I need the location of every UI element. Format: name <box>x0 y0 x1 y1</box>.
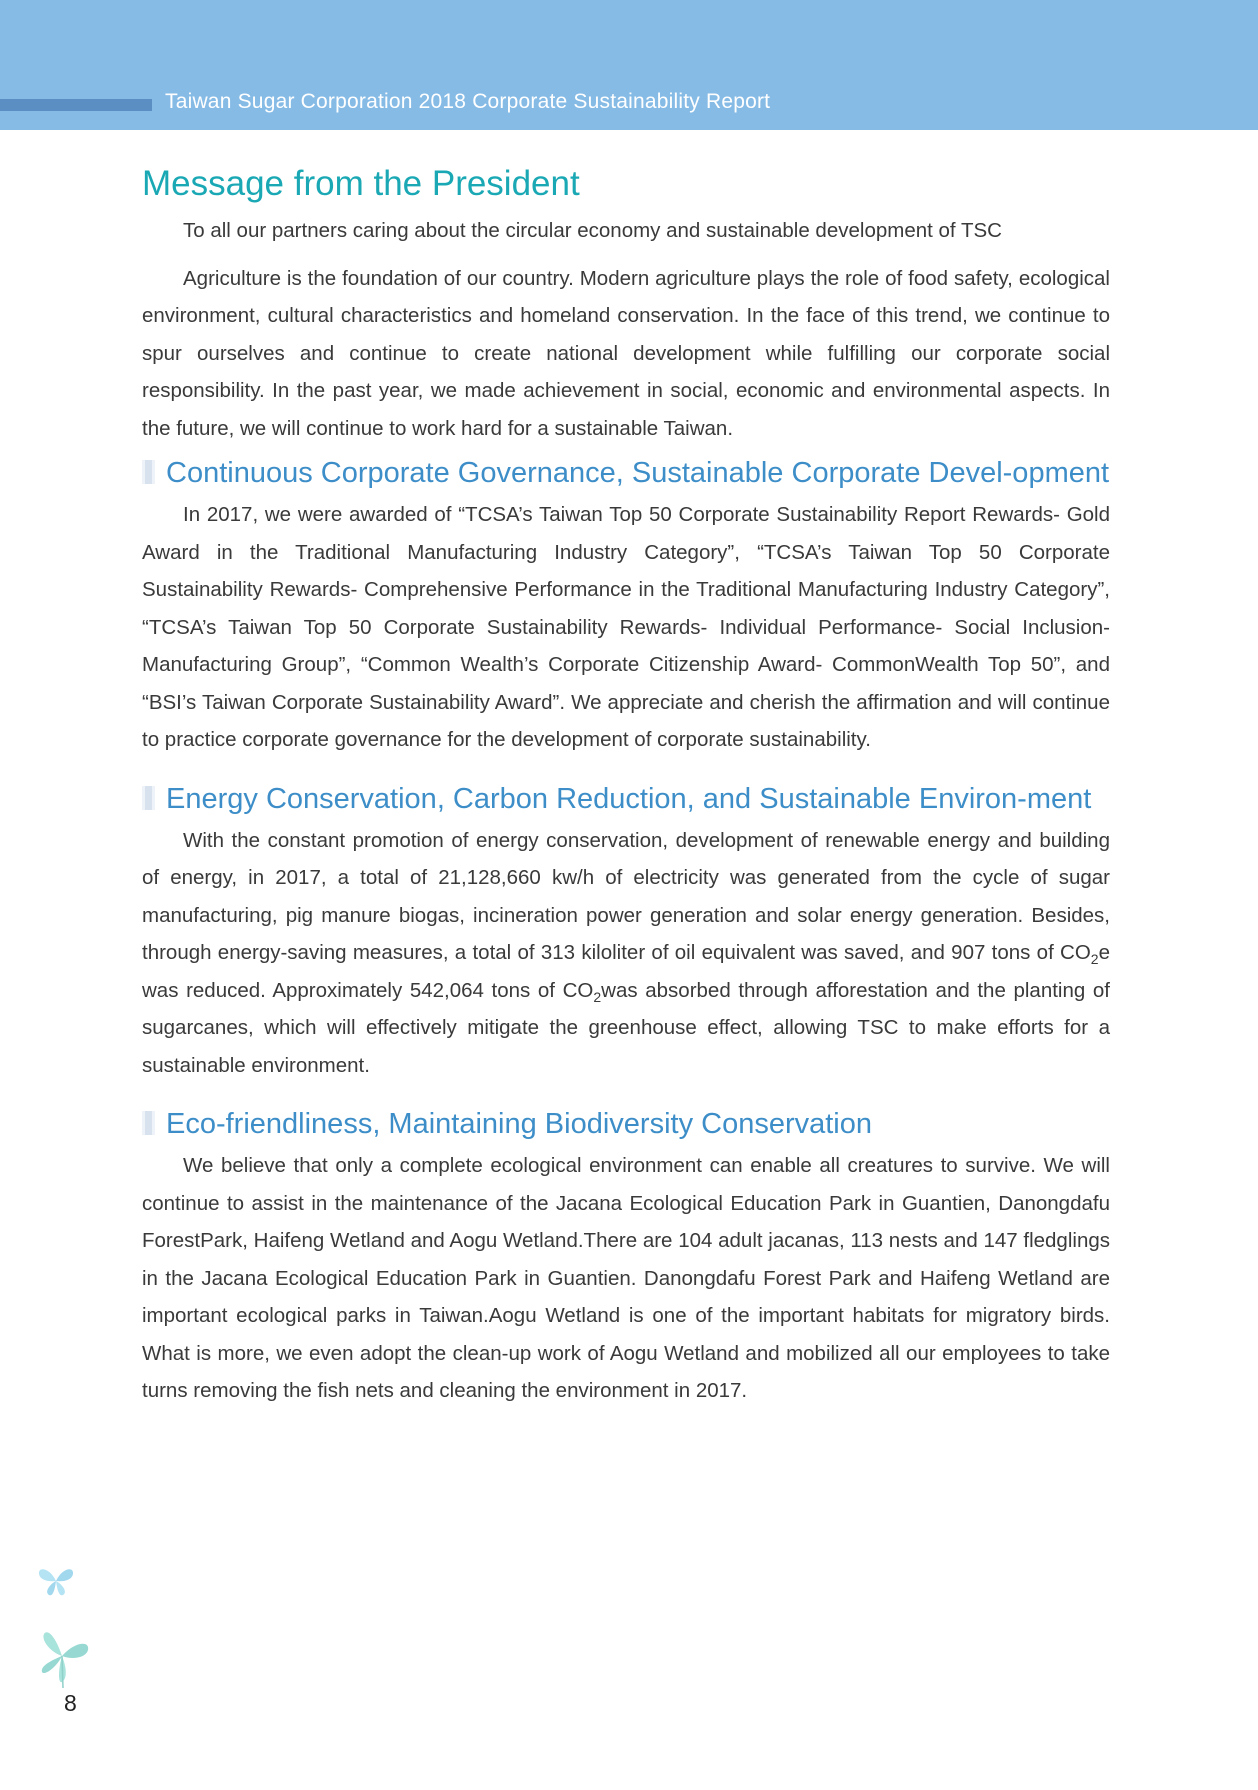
energy-paragraph <box>142 822 1110 1085</box>
section-heading-energy <box>142 781 1110 818</box>
section-heading-governance <box>142 455 1110 492</box>
section-heading-text: Continuous Corporate Governance, Sustainable Corporate Devel-opment <box>166 457 1110 489</box>
governance-paragraph: In 2017, we were awarded of “TCSA’s Taiwan Top 50 Corporate Sustainability Report Rewards- Gold Award in the Traditional Manufacturing Industry Category”, “TCSA’s Taiwan Top 50 Corporate Sustainability Rewards- Comprehensive Performance in the Traditional Manufacturing Industry Category”, “TCSA’s Taiwan Top 50 Corporate Sustainability Rewards- Individual Performance- Social Inclusion-Manufacturing Group”, “Common Wealth’s Corporate Citizenship Award- CommonWealth Top 50”, and “BSI’s Taiwan Corporate Sustainability Award”. We appreciate and cherish the affirmation and will continue to practice corporate governance for the development of corporate sustainability. <box>142 503 1110 751</box>
section-heading-text: Eco-friendliness, Maintaining Biodiversity Conservation <box>166 1108 872 1140</box>
section-heading-text: Energy Conservation, Carbon Reduction, and Sustainable Environ-ment <box>166 782 1092 815</box>
header-accent-bar <box>0 99 152 111</box>
eco-paragraph: We believe that only a complete ecological environment can enable all creatures to survive. We will continue to assist in the maintenance of the Jacana Ecological Education Park in Guantien, Danongdafu ForestPark, Haifeng Wetland and Aogu Wetland.There are 104 adult jacanas, 113 nests and 147 fledglings in the Jacana Ecological Education Park in Guantien. Danongdafu Forest Park and Haifeng Wetland are important ecological parks in Taiwan.Aogu Wetland is one of the important habitats for migratory birds. What is more, we even adopt the clean-up work of Aogu Wetland and mobilized all our employees to take turns removing the fish nets and cleaning the environment in 2017. <box>142 1154 1110 1402</box>
page-title: Message from the President <box>142 164 580 203</box>
report-title: Taiwan Sugar Corporation 2018 Corporate Sustainability Report <box>165 90 771 113</box>
butterfly-large-icon <box>34 1628 94 1688</box>
main-content <box>142 162 1110 1410</box>
butterfly-small-icon <box>36 1564 76 1598</box>
co2-subscript: 2 <box>593 988 602 1005</box>
heading-marker-icon <box>142 786 155 810</box>
section-heading-eco <box>142 1106 1110 1143</box>
energy-text-part1: With the constant promotion of energy conservation, development of renewable energy and building of energy, in 2017, a total of 21,128,660 kw/h of electricity was generated from the cycle of sugar manufacturing, pig manure biogas, incineration power generation and solar energy generation. Besides, through energy-saving measures, a total of 313 kiloliter of oil equivalent was saved, and 907 tons of CO <box>142 828 1110 964</box>
energy-text-part3: was absorbed through afforestation and the planting of sugarcanes, which will effectively mitigate the greenhouse effect, allowing TSC to make efforts for a sustainable environment. <box>142 978 1110 1077</box>
heading-marker-icon <box>142 1111 155 1135</box>
greeting: To all our partners caring about the circular economy and sustainable development of TSC <box>183 219 1002 242</box>
page-number: 8 <box>64 1690 77 1716</box>
co2-subscript: 2 <box>1090 951 1099 967</box>
heading-marker-icon <box>142 460 155 484</box>
intro-paragraph: Agriculture is the foundation of our country. Modern agriculture plays the role of food safety, ecological environment, cultural characteristics and homeland conservation. In the face of this trend, we continue to spur ourselves and continue to create national development while fulfilling our corporate social responsibility. In the past year, we made achievement in social, economic and environmental aspects. In the future, we will continue to work hard for a sustainable Taiwan. <box>142 266 1110 440</box>
energy-text-part2: e was reduced. Approximately 542,064 tons of CO <box>142 941 1110 1002</box>
